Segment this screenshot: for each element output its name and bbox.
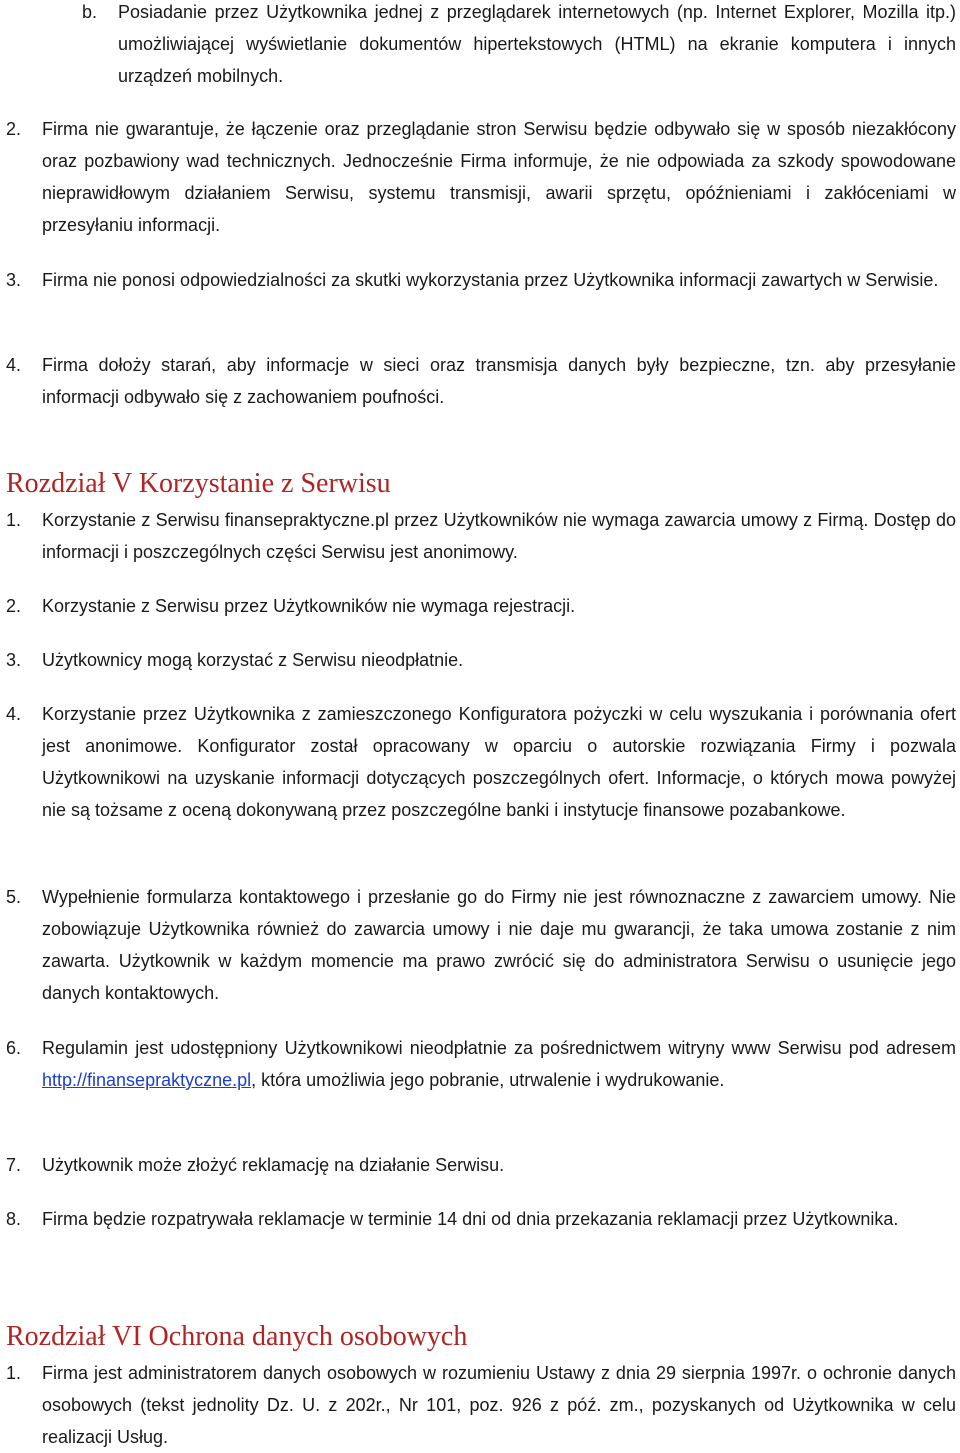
list-item [6, 504, 956, 568]
item-number: 7. [6, 1155, 22, 1175]
item-text: Korzystanie przez Użytkownika z zamieszczonego Konfiguratora pożyczki w celu wyszukania i porównania ofert jest anonimowe. Konfigurator został opracowany w oparciu o autorskie rozwiązania Firmy i pozwala Użytkownikowi na uzyskanie informacji dotyczących poszczególnych ofert. Informacje, o których mowa powyżej nie są tożsame z oceną dokonywaną przez poszczególne banki i instytucje finansowe pozabankowe. [42, 704, 956, 820]
chapter-heading: Rozdział VI Ochrona danych osobowych [6, 1321, 468, 1352]
list-item [6, 349, 956, 413]
item-number: 4. [6, 704, 22, 724]
item-text [42, 1032, 956, 1096]
item-text: Użytkownik może złożyć reklamację na działanie Serwisu. [42, 1155, 505, 1175]
item-number: 3. [6, 650, 22, 670]
site-link[interactable]: http://finansepraktyczne.pl [42, 1070, 252, 1090]
item-text: Korzystanie z Serwisu finansepraktyczne.pl przez Użytkowników nie wymaga zawarcia umowy z Firmą. Dostęp do informacji i poszczególnych części Serwisu jest anonimowy. [42, 510, 956, 562]
item-number: 2. [6, 119, 22, 139]
chapter-heading: Rozdział V Korzystanie z Serwisu [6, 468, 391, 499]
item-text: Posiadanie przez Użytkownika jednej z przeglądarek internetowych (np. Internet Explorer, Mozilla itp.) umożliwiającej wyświetlanie dokumentów hipertekstowych (HTML) na ekranie komputera i innych urządzeń mobilnych. [118, 2, 956, 86]
list-item [6, 1149, 956, 1181]
item-text: Korzystanie z Serwisu przez Użytkowników nie wymaga rejestracji. [42, 596, 576, 616]
item-text: Firma będzie rozpatrywała reklamacje w terminie 14 dni od dnia przekazania reklamacji przez Użytkownika. [42, 1209, 899, 1229]
item-number: 3. [6, 270, 22, 290]
item-number: b. [82, 2, 98, 22]
item-number: 1. [6, 510, 22, 530]
item-text: Firma dołoży starań, aby informacje w sieci oraz transmisja danych były bezpieczne, tzn. aby przesyłanie informacji odbywało się z zachowaniem poufności. [42, 355, 956, 407]
item-text-after: , która umożliwia jego pobranie, utrwalenie i wydrukowanie. [251, 1070, 725, 1090]
list-item [6, 698, 956, 826]
list-item [82, 0, 956, 92]
item-text: Firma nie gwarantuje, że łączenie oraz przeglądanie stron Serwisu będzie odbywało się w sposób niezakłócony oraz pozbawiony wad technicznych. Jednocześnie Firma informuje, że nie odpowiada za szkody spowodowane nieprawidłowym działaniem Serwisu, systemu transmisji, awarii sprzętu, opóźnieniami i zakłóceniami w przesyłaniu informacji. [42, 119, 956, 235]
item-text-before: Regulamin jest udostępniony Użytkownikowi nieodpłatnie za pośrednictwem witryny www Serwisu pod adresem [42, 1038, 956, 1058]
list-item [6, 1032, 956, 1096]
item-number: 5. [6, 887, 22, 907]
item-text: Firma nie ponosi odpowiedzialności za skutki wykorzystania przez Użytkownika informacji zawartych w Serwisie. [42, 270, 939, 290]
list-item [6, 264, 956, 296]
list-item [6, 881, 956, 1009]
item-number: 1. [6, 1363, 22, 1383]
list-item [6, 1357, 956, 1453]
item-text: Firma jest administratorem danych osobowych w rozumieniu Ustawy z dnia 29 sierpnia 1997r. o ochronie danych osobowych (tekst jednolity Dz. U. z 202r., Nr 101, poz. 926 z póź. zm., pozyskanych od Użytkownika w celu realizacji Usług. [42, 1363, 956, 1447]
item-number: 2. [6, 596, 22, 616]
list-item [6, 590, 956, 622]
item-text: Użytkownicy mogą korzystać z Serwisu nieodpłatnie. [42, 650, 464, 670]
item-number: 4. [6, 355, 22, 375]
list-item [6, 113, 956, 241]
item-text: Wypełnienie formularza kontaktowego i przesłanie go do Firmy nie jest równoznaczne z zawarciem umowy. Nie zobowiązuje Użytkownika również do zawarcia umowy i nie daje mu gwarancji, że taka umowa zostanie z nim zawarta. Użytkownik w każdym momencie ma prawo zwrócić się do administratora Serwisu o usunięcie jego danych kontaktowych. [42, 887, 956, 1003]
item-number: 8. [6, 1209, 22, 1229]
list-item [6, 1203, 956, 1235]
list-item [6, 644, 956, 676]
item-number: 6. [6, 1038, 22, 1058]
